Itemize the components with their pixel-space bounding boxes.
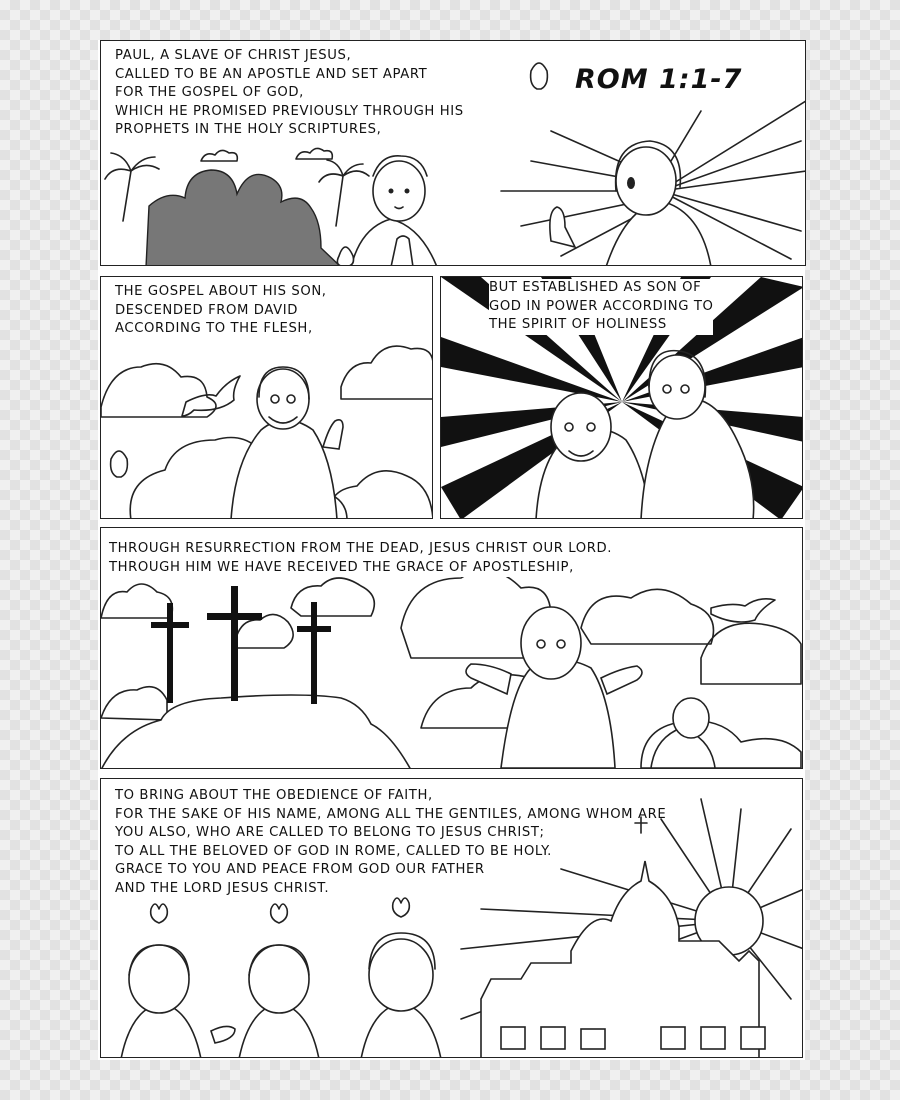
dove-icon xyxy=(182,376,240,416)
caption-line: AND THE LORD JESUS CHRIST. xyxy=(115,880,330,896)
jesus-figure xyxy=(231,367,343,519)
caption-line: PROPHETS IN THE HOLY SCRIPTURES, xyxy=(115,122,382,138)
caption-line: GRACE TO YOU AND PEACE FROM GOD OUR FATHER xyxy=(115,862,485,878)
panel-3 xyxy=(440,276,803,519)
caption-line: PAUL, A SLAVE OF CHRIST JESUS, xyxy=(115,48,352,63)
caption-panel-3 xyxy=(489,279,713,335)
caption-panel-1 xyxy=(115,47,464,140)
caption-line: ACCORDING TO THE FLESH, xyxy=(115,321,313,337)
calvary-hill xyxy=(101,695,411,769)
radiant-figure xyxy=(550,141,711,266)
panel-2 xyxy=(100,276,433,519)
caption-panel-2 xyxy=(115,283,327,339)
caption-line: THE GOSPEL ABOUT HIS SON, xyxy=(115,284,327,299)
caption-line: CALLED TO BE AN APOSTLE AND SET APART xyxy=(115,66,428,82)
small-figure xyxy=(337,247,353,266)
clouds xyxy=(201,148,332,161)
scripture-reference: ROM 1:1-7 xyxy=(575,64,743,95)
dove-icon xyxy=(711,599,775,622)
caption-line: WHICH HE PROMISED PREVIOUSLY THROUGH HIS xyxy=(115,103,464,119)
faithful-figure-2 xyxy=(239,904,319,1058)
caption-line: FOR THE GOSPEL OF GOD, xyxy=(115,85,304,101)
caption-line: THROUGH HIM WE HAVE RECEIVED THE GRACE OF APOSTLESHIP, xyxy=(109,559,574,575)
faithful-figure-1 xyxy=(121,904,235,1058)
risen-jesus-figure xyxy=(466,607,642,768)
panel-5 xyxy=(100,778,803,1058)
crowd-silhouette xyxy=(146,170,341,266)
panel-4 xyxy=(100,527,803,769)
caption-line: DESCENDED FROM DAVID xyxy=(115,302,298,318)
caption-line: THE SPIRIT OF HOLINESS xyxy=(489,317,667,333)
kneeling-figure xyxy=(651,698,715,768)
caption-line: THROUGH RESURRECTION FROM THE DEAD, JESUS CHRIST OUR LORD. xyxy=(109,541,613,556)
caption-line: FOR THE SAKE OF HIS NAME, AMONG ALL THE GENTILES, AMONG WHOM ARE xyxy=(115,806,667,822)
caption-panel-5 xyxy=(115,787,666,899)
caption-line: BUT ESTABLISHED AS SON OF xyxy=(489,280,702,295)
halo-sign xyxy=(531,63,548,89)
faithful-figure-3 xyxy=(361,898,441,1058)
caption-line: TO ALL THE BELOVED OF GOD IN ROME, CALLED TO BE HOLY. xyxy=(115,843,552,859)
caption-line: GOD IN POWER ACCORDING TO xyxy=(489,298,714,314)
halo-sign xyxy=(111,451,128,477)
caption-panel-4 xyxy=(109,540,612,577)
three-crosses xyxy=(151,586,331,704)
caption-line: TO BRING ABOUT THE OBEDIENCE OF FAITH, xyxy=(115,788,433,803)
caption-line: YOU ALSO, WHO ARE CALLED TO BELONG TO JESUS CHRIST; xyxy=(115,825,545,841)
